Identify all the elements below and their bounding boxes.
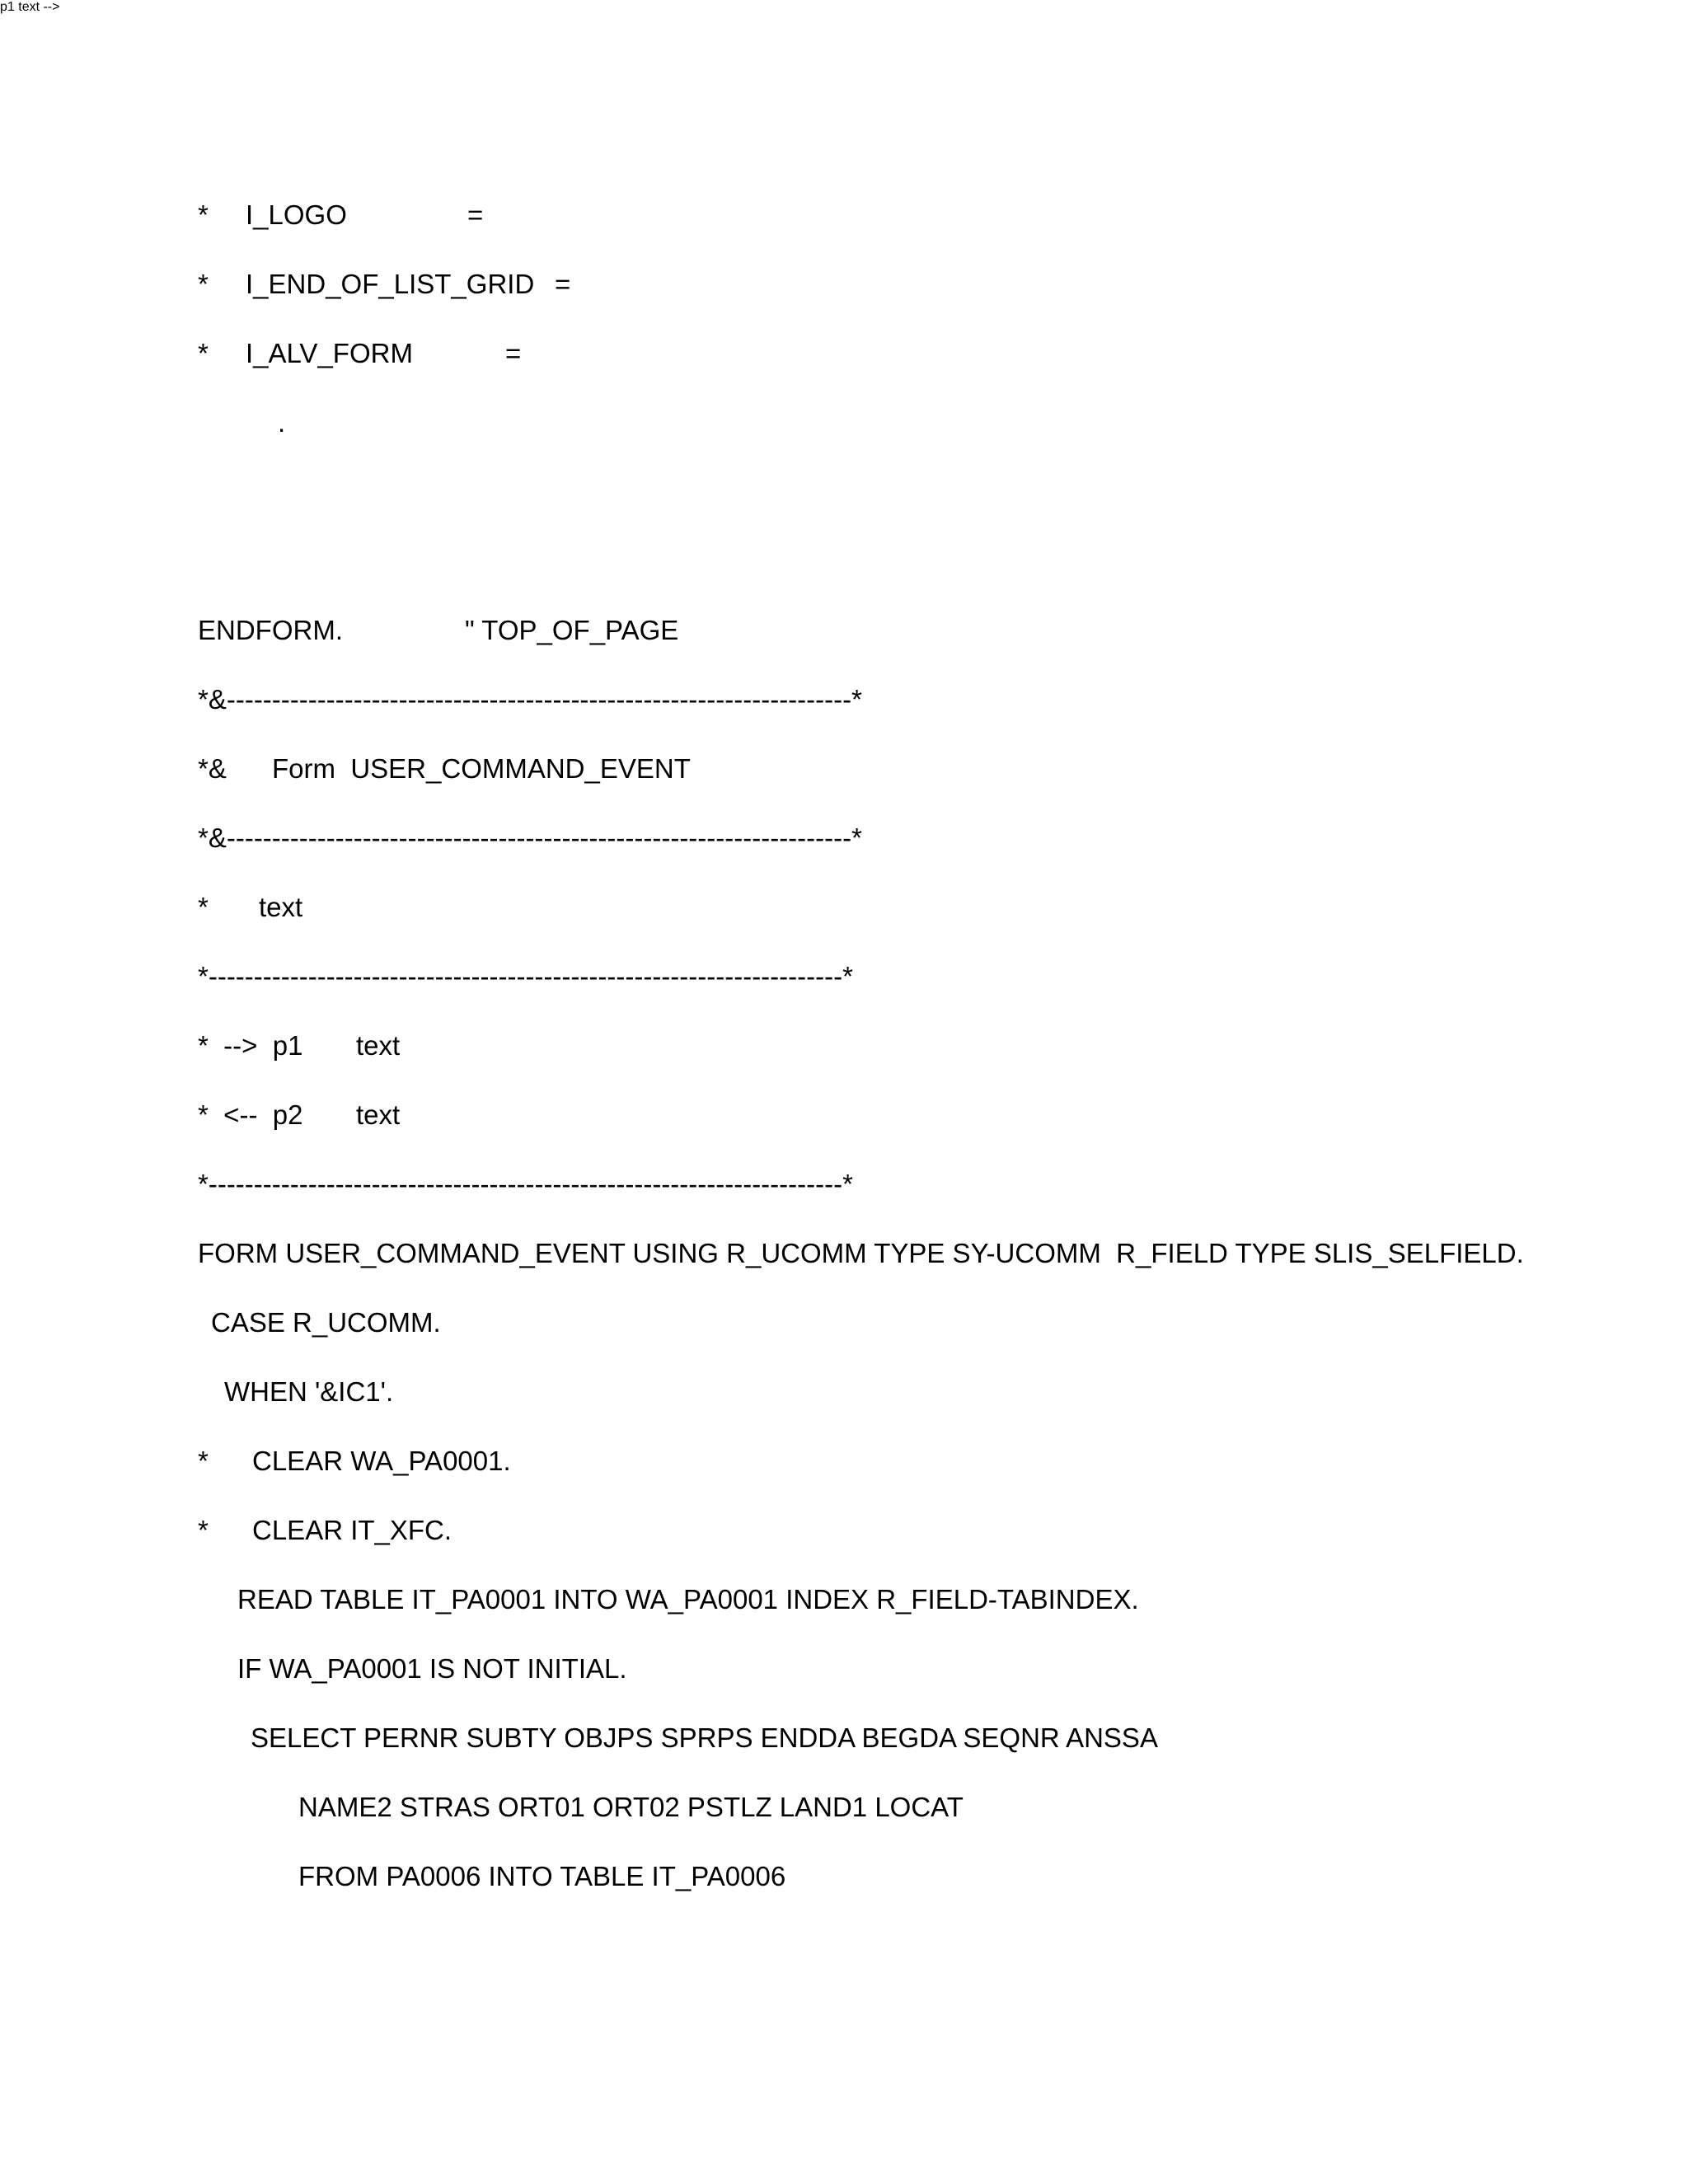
code-line bbox=[198, 1441, 511, 1482]
equals-sign: = bbox=[555, 269, 571, 299]
comment-star: * bbox=[198, 269, 209, 299]
comment-text: text bbox=[356, 1030, 401, 1061]
form-header: Form USER_COMMAND_EVENT bbox=[272, 753, 691, 784]
parameter-name: I_END_OF_LIST_GRID bbox=[246, 269, 535, 299]
comment-star: * bbox=[198, 1446, 209, 1476]
period: . bbox=[278, 407, 286, 438]
code-line bbox=[198, 1025, 401, 1066]
select-statement: SELECT PERNR SUBTY OBJPS SPRPS ENDDA BEGDA SEQNR ANSSA bbox=[251, 1722, 1158, 1753]
endform-comment: " TOP_OF_PAGE bbox=[465, 615, 679, 645]
comment-star: *& bbox=[198, 753, 227, 784]
endform-keyword: ENDFORM. bbox=[198, 615, 343, 645]
separator-line: *&---------------------------------------------------------------------* bbox=[198, 684, 862, 715]
if-statement: IF WA_PA0001 IS NOT INITIAL. bbox=[237, 1653, 627, 1684]
code-line bbox=[198, 887, 303, 928]
read-statement: READ TABLE IT_PA0001 INTO WA_PA0001 INDEX R_FIELD-TABINDEX. bbox=[237, 1584, 1139, 1615]
comment-star: * bbox=[198, 338, 209, 368]
code-line bbox=[198, 402, 286, 443]
code-line bbox=[198, 1094, 401, 1136]
separator-line: *&---------------------------------------------------------------------* bbox=[198, 823, 862, 853]
code-line bbox=[198, 194, 484, 236]
code-line bbox=[198, 748, 691, 790]
select-fields-line: NAME2 STRAS ORT01 ORT02 PSTLZ LAND1 LOCAT bbox=[298, 1792, 964, 1822]
commented-statement: CLEAR IT_XFC. bbox=[252, 1515, 452, 1545]
document-page: * I_LOGO = * I_END_OF_LIST_GRID = * I_ALV_FORM = . ENDFORM. " TOP_OF_PAGE *&---------------------------------------------------------------------* *& Form USER_COMMAND_EVENT *&---------------------------------------------------------------------* * text *----------------------------------------------------------------------* p1 text --> * --> p1 text * <-- p2 text *----------------------------------------------------------------------* FORM USER_COMMAND_EVENT USING R_UCOMM TYPE SY-UCOMM R_FIELD TYPE SLIS_SELFIELD. CASE R_UCOMM. WHEN '&IC1'. * CLEAR WA_PA0001. * CLEAR IT_XFC. READ TABLE IT_PA0001 INTO WA_PA0001 INDEX R_FIELD-TABINDEX. IF WA_PA0001 IS NOT INITIAL. SELECT PERNR SUBTY OBJPS SPRPS ENDDA BEGDA SEQNR ANSSA NAME2 STRAS ORT01 ORT02 PSTLZ LAND1 LOCAT FROM PA0006 INTO TABLE IT_PA0006 bbox=[0, 0, 1688, 2184]
equals-sign: = bbox=[467, 199, 484, 230]
parameter-prefix: * --> p1 bbox=[198, 1030, 303, 1061]
comment-star: * bbox=[198, 199, 209, 230]
separator-line: *----------------------------------------------------------------------* bbox=[198, 1169, 853, 1199]
parameter-prefix: * <-- p2 bbox=[198, 1099, 303, 1130]
code-line bbox=[198, 333, 522, 374]
parameter-name: I_LOGO bbox=[246, 199, 347, 230]
comment-star: * bbox=[198, 1515, 209, 1545]
comment-text: text bbox=[259, 892, 303, 922]
comment-text: text bbox=[356, 1099, 401, 1130]
code-line bbox=[198, 264, 571, 305]
separator-line: *----------------------------------------------------------------------* bbox=[198, 961, 853, 991]
case-statement: CASE R_UCOMM. bbox=[211, 1307, 441, 1338]
form-statement: FORM USER_COMMAND_EVENT USING R_UCOMM TYPE SY-UCOMM R_FIELD TYPE SLIS_SELFIELD. bbox=[198, 1238, 1524, 1268]
from-clause-line: FROM PA0006 INTO TABLE IT_PA0006 bbox=[298, 1861, 786, 1891]
code-line bbox=[198, 610, 679, 651]
parameter-name: I_ALV_FORM bbox=[246, 338, 413, 368]
commented-statement: CLEAR WA_PA0001. bbox=[252, 1446, 511, 1476]
comment-star: * bbox=[198, 892, 209, 922]
code-line bbox=[198, 1510, 452, 1551]
when-statement: WHEN '&IC1'. bbox=[224, 1376, 394, 1407]
equals-sign: = bbox=[505, 338, 522, 368]
